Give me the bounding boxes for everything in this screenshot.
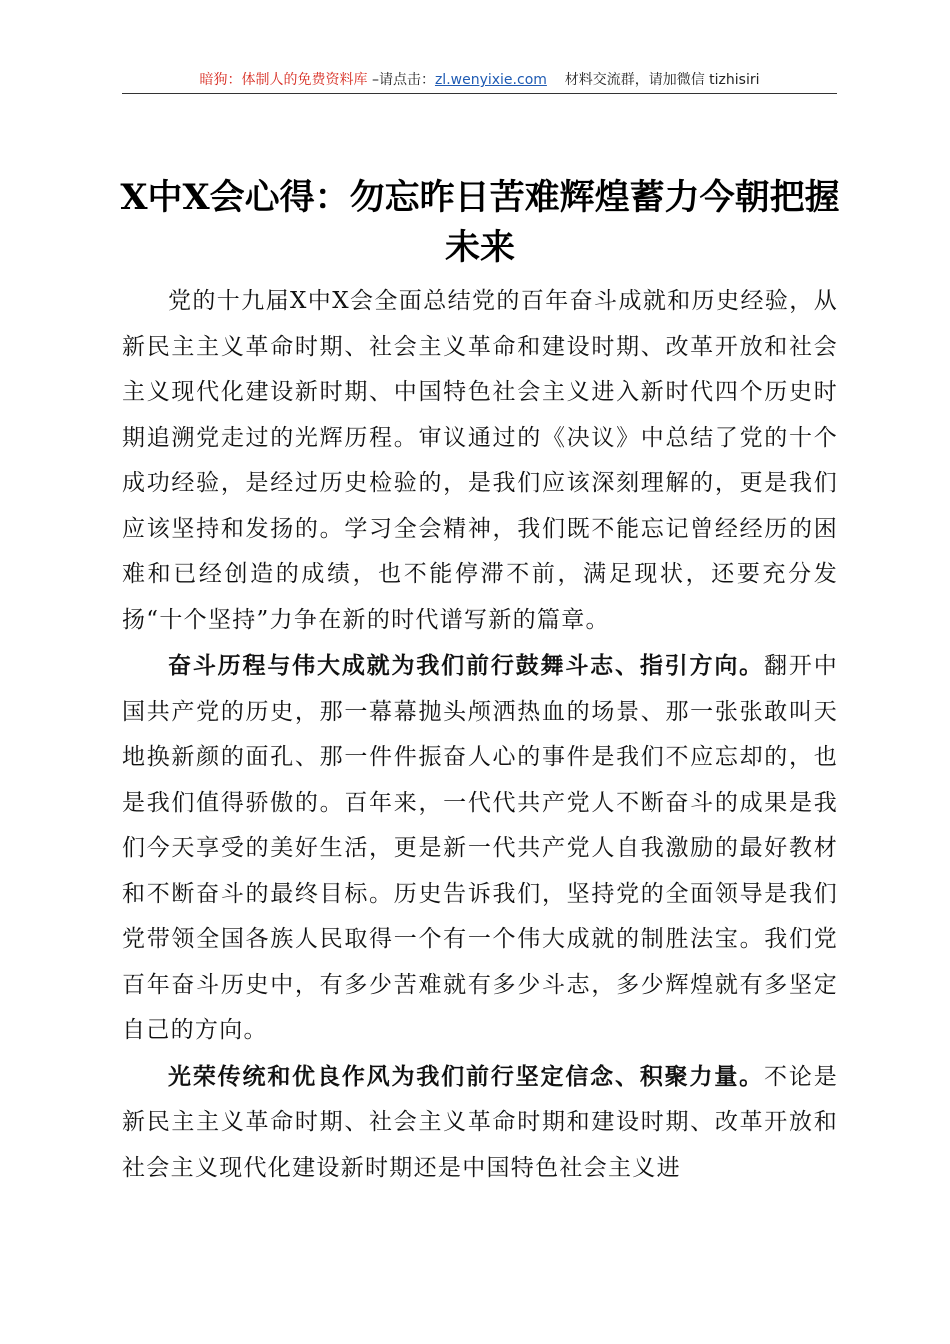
header-click-prefix: –请点击： (367, 72, 435, 88)
paragraph-3-lead: 光荣传统和优良作风为我们前行坚定信念、积聚力量。 (168, 1062, 765, 1090)
paragraph-3 (122, 1054, 838, 1192)
header-brand: 暗狗：体制人的免费资料库 (199, 72, 368, 88)
header-contact-text: 材料交流群，请加微信 tizhisiri (564, 72, 760, 88)
paragraph-2 (122, 643, 838, 1054)
paragraph-2-text: 翻开中国共产党的历史，那一幕幕抛头颅洒热血的场景、那一张张敢叫天地换新颜的面孔、那一件件振奋人心的事件是我们不应忘却的，也是我们值得骄傲的。百年来，一代代共产党人不断奋斗的成果是我们今天享受的美好生活，更是新一代共产党人自我激励的最好教材和不断奋斗的最终目标。历史告诉我们，坚持党的全面领导是我们党带领全国各族人民取得一个有一个伟大成就的制胜法宝。我们党百年奋斗历史中，有多少苦难就有多少斗志，多少辉煌就有多坚定自己的方向。 (122, 653, 839, 1043)
header-contact (547, 72, 760, 88)
paragraph-3-text: 不论是新民主主义革命时期、社会主义革命时期和建设时期、改革开放和社会主义现代化建设新时期还是中国特色社会主义进 (122, 1063, 839, 1181)
paragraph-1 (122, 278, 838, 643)
document-title: X中X会心得：勿忘昨日苦难辉煌蓄力今朝把握未来 (120, 177, 840, 269)
header-divider (122, 93, 837, 94)
paragraph-1-text: 党的十九届X中X会全面总结党的百年奋斗成就和历史经验，从新民主主义革命时期、社会主义革命和建设时期、改革开放和社会主义现代化建设新时期、中国特色社会主义进入新时代四个历史时期追溯党走过的光辉历程。审议通过的《决议》中总结了党的十个成功经验，是经过历史检验的，是我们应该深刻理解的，更是我们应该坚持和发扬的。学习全会精神，我们既不能忘记曾经经历的困难和已经创造的成绩，也不能停滞不前，满足现状，还要充分发扬“十个坚持”力争在新的时代谱写新的篇章。 (122, 288, 838, 633)
document-body (122, 278, 838, 1191)
header-url-link[interactable]: zl.wenyixie.com (434, 72, 547, 88)
paragraph-2-lead: 奋斗历程与伟大成就为我们前行鼓舞斗志、指引方向。 (168, 652, 765, 679)
page-header (122, 68, 837, 92)
